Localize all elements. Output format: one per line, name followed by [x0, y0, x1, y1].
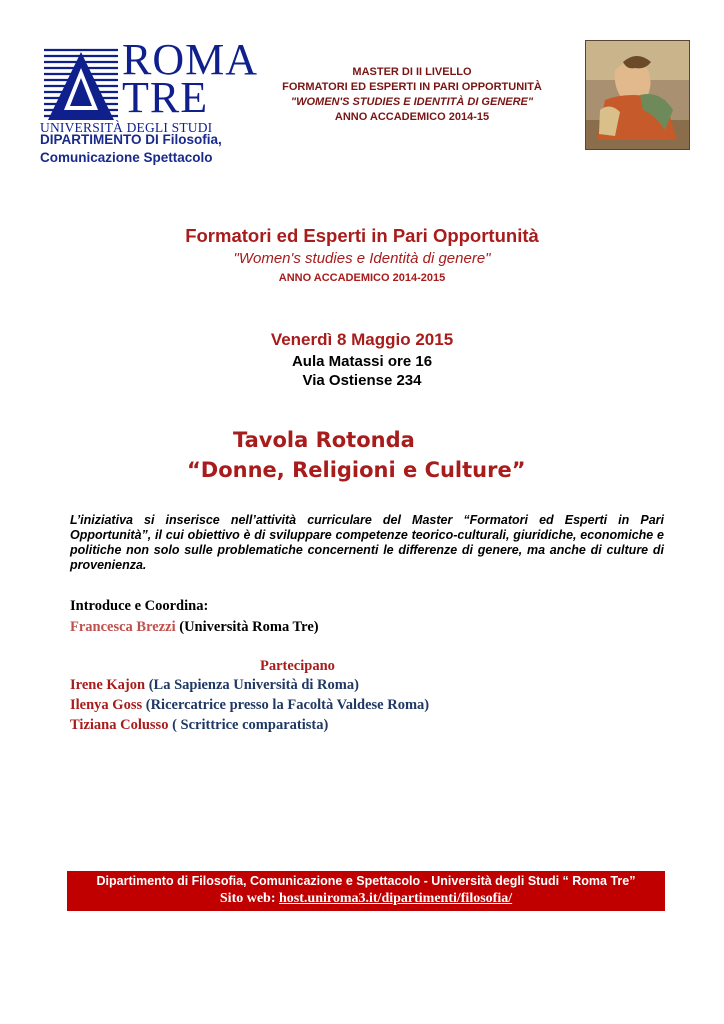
footer-website-link[interactable]: host.uniroma3.it/dipartimenti/filosofia/ [279, 891, 513, 906]
academic-year: ANNO ACCADEMICO 2014-2015 [278, 272, 446, 284]
participant-affiliation: (La Sapienza Università di Roma) [145, 677, 359, 693]
logo-name-roma: ROMA [122, 35, 259, 84]
master-header-line-4: ANNO ACCADEMICO 2014-15 [334, 111, 490, 123]
footer-banner [67, 871, 665, 911]
sibyl-painting-image [585, 40, 690, 150]
moderator-label: Introduce e Coordina: [70, 598, 209, 614]
university-logo [40, 35, 259, 135]
round-table-theme: “Donne, Religioni e Culture” [187, 458, 526, 482]
event-address: Via Ostiense 234 [302, 372, 422, 389]
master-header-line-2: FORMATORI ED ESPERTI IN PARI OPPORTUNITÀ [282, 81, 542, 93]
master-header [262, 65, 562, 125]
logo-name-tre: TRE [122, 73, 209, 122]
footer-website-label: Sito web: [219, 891, 280, 906]
participant-entry [70, 677, 359, 694]
participant-entry [70, 717, 328, 734]
participant-affiliation: ( Scrittrice comparatista) [168, 717, 329, 733]
participant-name: Tiziana Colusso [70, 717, 169, 733]
program-subtitle: "Women's studies e Identità di genere" [233, 250, 491, 267]
event-description: L’iniziativa si inserisce nell’attività curriculare del Master “Formatori ed Esperti in Pari Opportunità”, il cui obiettivo è di sviluppare competenze teorico-culturali, giuridiche, economiche e politiche non solo sulle problematiche concernenti le differenze di genere, ma anche di culture di provenienza. [70, 513, 664, 572]
participant-name: Ilenya Goss [70, 697, 143, 713]
master-header-line-1: MASTER DI II LIVELLO [352, 66, 472, 78]
program-title: Formatori ed Esperti in Pari Opportunità [185, 225, 539, 246]
department-line-1: DIPARTIMENTO DI Filosofia, [40, 132, 222, 147]
moderator-name: Francesca Brezzi [70, 619, 176, 635]
participants-label: Partecipano [260, 658, 335, 674]
master-header-line-3: "WOMEN'S STUDIES E IDENTITÀ DI GENERE" [290, 96, 534, 108]
event-room: Aula Matassi ore 16 [291, 353, 433, 370]
roma-tre-emblem-icon [42, 44, 120, 122]
logo-university-text: UNIVERSITÀ DEGLI STUDI [40, 120, 213, 135]
participant-affiliation: (Ricercatrice presso la Facoltà Valdese Roma) [142, 697, 430, 713]
department-name [40, 131, 222, 167]
department-line-2: Comunicazione Spettacolo [40, 150, 213, 165]
footer-department: Dipartimento di Filosofia, Comunicazione e Spettacolo - Università degli Studi “ Roma Tre” [96, 874, 636, 888]
moderator-affiliation: (Università Roma Tre) [175, 619, 319, 635]
participant-entry [70, 697, 429, 714]
participant-name: Irene Kajon [70, 677, 146, 693]
footer-website [67, 890, 665, 908]
event-date: Venerdì 8 Maggio 2015 [270, 330, 454, 349]
round-table-title: Tavola Rotonda [233, 428, 415, 452]
moderator-entry [70, 619, 319, 636]
